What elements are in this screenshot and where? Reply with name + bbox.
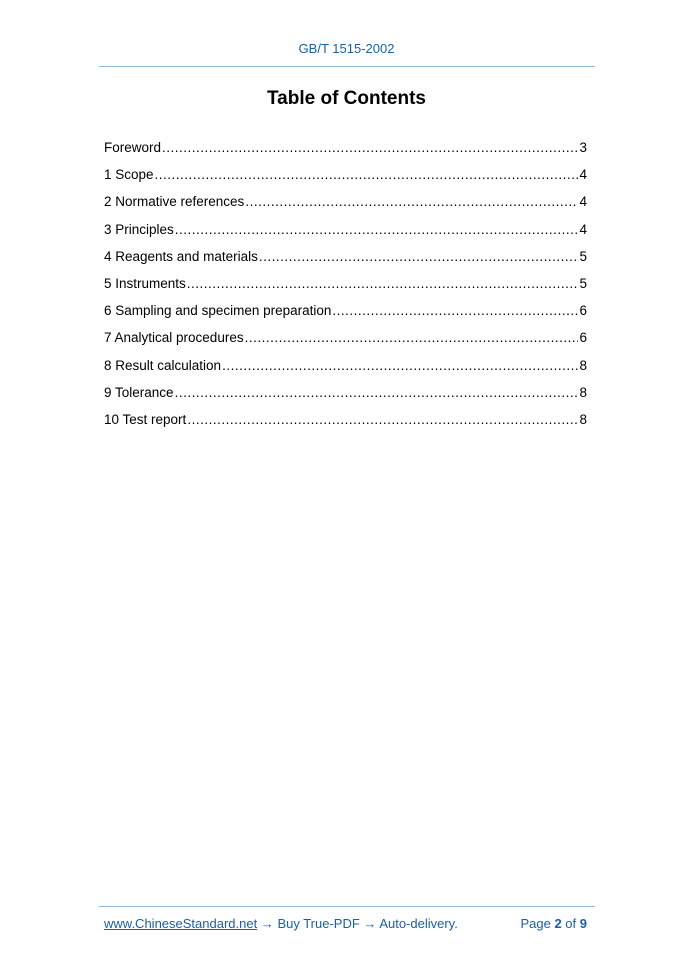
toc-entry-label: Foreword [104,140,162,155]
toc-entry-label: 5 Instruments [104,275,186,291]
toc-leader-dots [175,385,579,400]
toc-entry-label: 2 Normative references [104,194,245,210]
toc-entry-page: 4 [579,167,587,183]
toc-entry-page: 4 [579,221,587,237]
site-link[interactable]: www.ChineseStandard.net [104,916,258,931]
toc-leader-dots [162,140,578,155]
toc-entry-foreword[interactable] [104,140,587,167]
arrow-right-icon: → [257,916,278,931]
toc-entry-page: 5 [579,275,587,291]
footer-promo-buy: Buy True-PDF [277,916,360,931]
toc-leader-dots [259,249,579,264]
toc-entry-page: 3 [579,140,587,155]
page-label: Page [520,916,551,931]
toc-entry-result-calculation[interactable] [104,358,587,385]
toc-entry-reagents-and-materials[interactable] [104,249,587,276]
toc-entry-normative-references[interactable] [104,194,587,221]
header-standard-code: GB/T 1515-2002 [298,41,395,56]
toc-entry-page: 5 [579,248,587,264]
toc-entry-sampling-and-specimen-preparation[interactable] [104,303,587,330]
page-indicator [520,916,587,931]
toc-entry-label: 7 Analytical procedures [104,330,244,346]
toc-entry-tolerance[interactable] [104,385,587,412]
page-of-label: of [565,916,577,931]
toc-entry-scope[interactable] [104,167,587,194]
toc-entry-page: 4 [579,194,587,210]
toc-leader-dots [222,358,578,373]
toc-entry-instruments[interactable] [104,276,587,303]
toc-entry-test-report[interactable] [104,412,587,439]
header-divider [99,66,595,67]
toc-leader-dots [187,276,579,291]
footer-promo [104,916,458,931]
toc-entry-page: 8 [579,411,587,427]
toc-leader-dots [155,167,579,182]
toc-leader-dots [245,194,578,209]
toc-entry-label: 4 Reagents and materials [104,248,258,264]
toc-entry-label: 1 Scope [104,167,154,183]
toc-entry-label: 3 Principles [104,221,174,237]
toc-entry-page: 6 [579,303,587,319]
toc-leader-dots [175,222,579,237]
toc-list [104,140,587,439]
toc-entry-label: 8 Result calculation [104,357,222,373]
toc-leader-dots [245,330,579,345]
current-page-number: 2 [554,916,562,931]
footer-promo-delivery: Auto-delivery. [379,916,458,931]
toc-leader-dots [332,303,578,318]
toc-entry-page: 8 [579,357,587,373]
toc-entry-page: 8 [579,384,587,400]
total-pages-number: 9 [579,916,587,931]
page-title: Table of Contents [266,88,427,109]
toc-entry-page: 6 [579,330,587,346]
arrow-right-icon: → [359,916,380,931]
toc-entry-label: 6 Sampling and specimen preparation [104,303,332,319]
toc-entry-principles[interactable] [104,222,587,249]
toc-entry-label: 9 Tolerance [104,384,174,400]
toc-entry-label: 10 Test report [104,411,187,427]
toc-leader-dots [187,412,578,427]
footer-divider [99,906,595,907]
toc-entry-analytical-procedures[interactable] [104,330,587,357]
